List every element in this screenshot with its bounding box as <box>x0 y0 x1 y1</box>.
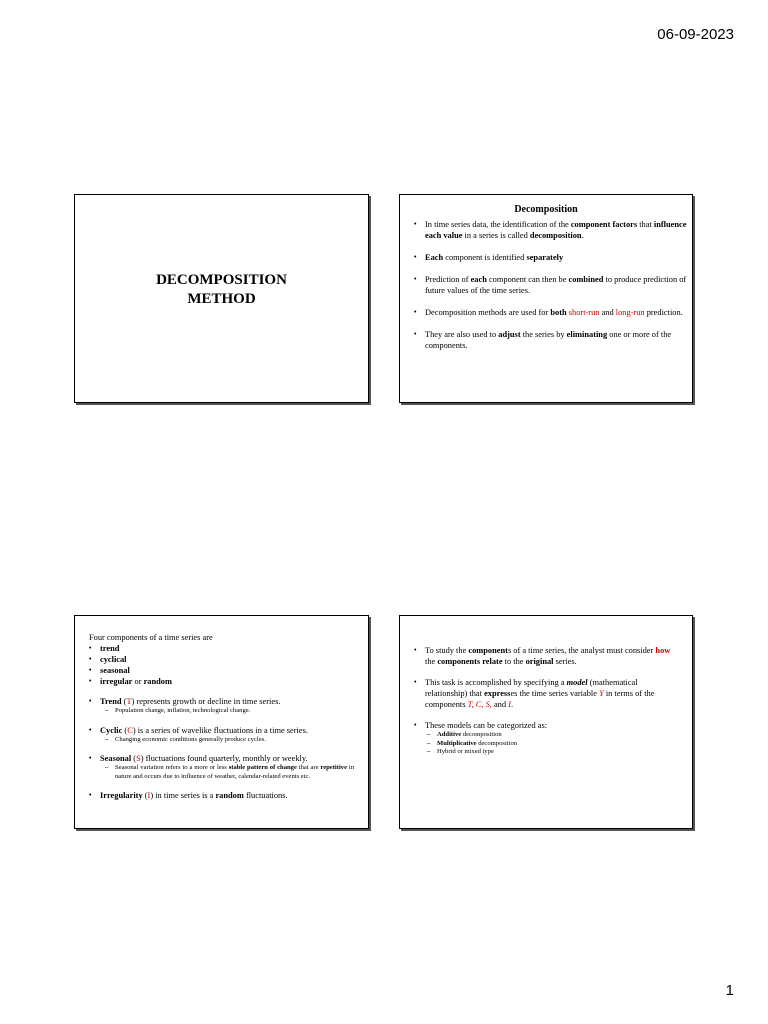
sub-list-item: – Hybrid or mixed type <box>425 748 680 757</box>
page-number: 1 <box>725 982 734 999</box>
list-item: • cyclical <box>89 654 354 665</box>
bullet-list <box>400 645 680 757</box>
sub-list <box>425 731 680 757</box>
slide-models <box>399 615 693 829</box>
list-item: • Prediction of each component can then be combined to produce prediction of future values of the time series. <box>400 274 692 296</box>
title-line-1: DECOMPOSITION <box>156 272 287 288</box>
sub-list-item: – Multiplicative decomposition <box>425 740 680 749</box>
list-item: • In time series data, the identification of the component factors that influence each value in a series is called decomposition. <box>400 219 692 241</box>
title-line-2: METHOD <box>187 291 256 307</box>
sub-list-item: – Population change, inflation, technological change. <box>103 707 354 716</box>
list-item: • irregular or random <box>89 676 354 687</box>
list-item: • They are also used to adjust the series by eliminating one or more of the components. <box>400 329 692 351</box>
list-item: • Each component is identified separately <box>400 252 692 263</box>
list-item: • This task is accomplished by specifying a model (mathematical relationship) that expresses the time series variable Y in terms of the components T, C, S, and I. <box>400 677 680 710</box>
list-item: • seasonal <box>89 665 354 676</box>
slide-heading: Decomposition <box>514 204 578 215</box>
list-item: • These models can be categorized as: – Additive decomposition – Multiplicative decomposition – Hybrid or mixed type <box>400 720 680 757</box>
slide-title-text <box>75 271 368 309</box>
slide-decomposition <box>399 194 693 403</box>
sub-list <box>103 764 354 781</box>
sub-list <box>103 707 354 716</box>
sub-list-item: – Seasonal variation refers to a more or less stable pattern of change that are repetitive in nature and occurs due to influence of weather, calendar-related events etc. <box>103 764 354 781</box>
header-date: 06-09-2023 <box>657 26 734 43</box>
list-item: • Cyclic (C) is a series of wavelike fluctuations in a time series. – Changing economic conditions generally produce cycles. <box>89 725 354 745</box>
sub-list-item: – Changing economic conditions generally produce cycles. <box>103 736 354 745</box>
list-item: • trend <box>89 643 354 654</box>
bullet-list <box>400 219 692 351</box>
list-item: • Decomposition methods are used for both short-run and long-run prediction. <box>400 307 692 318</box>
list-item: • Trend (T) represents growth or decline in time series. – Population change, inflation, technological change. <box>89 696 354 716</box>
slide-title <box>74 194 369 403</box>
intro-text: Four components of a time series are <box>89 633 213 642</box>
sub-list-item: – Additive decomposition <box>425 731 680 740</box>
slide-components <box>74 615 369 829</box>
list-item: • To study the components of a time series, the analyst must consider how the components relate to the original series. <box>400 645 680 667</box>
list-item: • Irregularity (I) in time series is a random fluctuations. <box>89 790 354 801</box>
list-item: • Seasonal (S) fluctuations found quarterly, monthly or weekly. – Seasonal variation refers to a more or less stable pattern of change that are repetitive in nature and occurs due to influence of weather, calendar-related events etc. <box>89 753 354 781</box>
bullet-list <box>89 643 354 801</box>
sub-list <box>103 736 354 745</box>
